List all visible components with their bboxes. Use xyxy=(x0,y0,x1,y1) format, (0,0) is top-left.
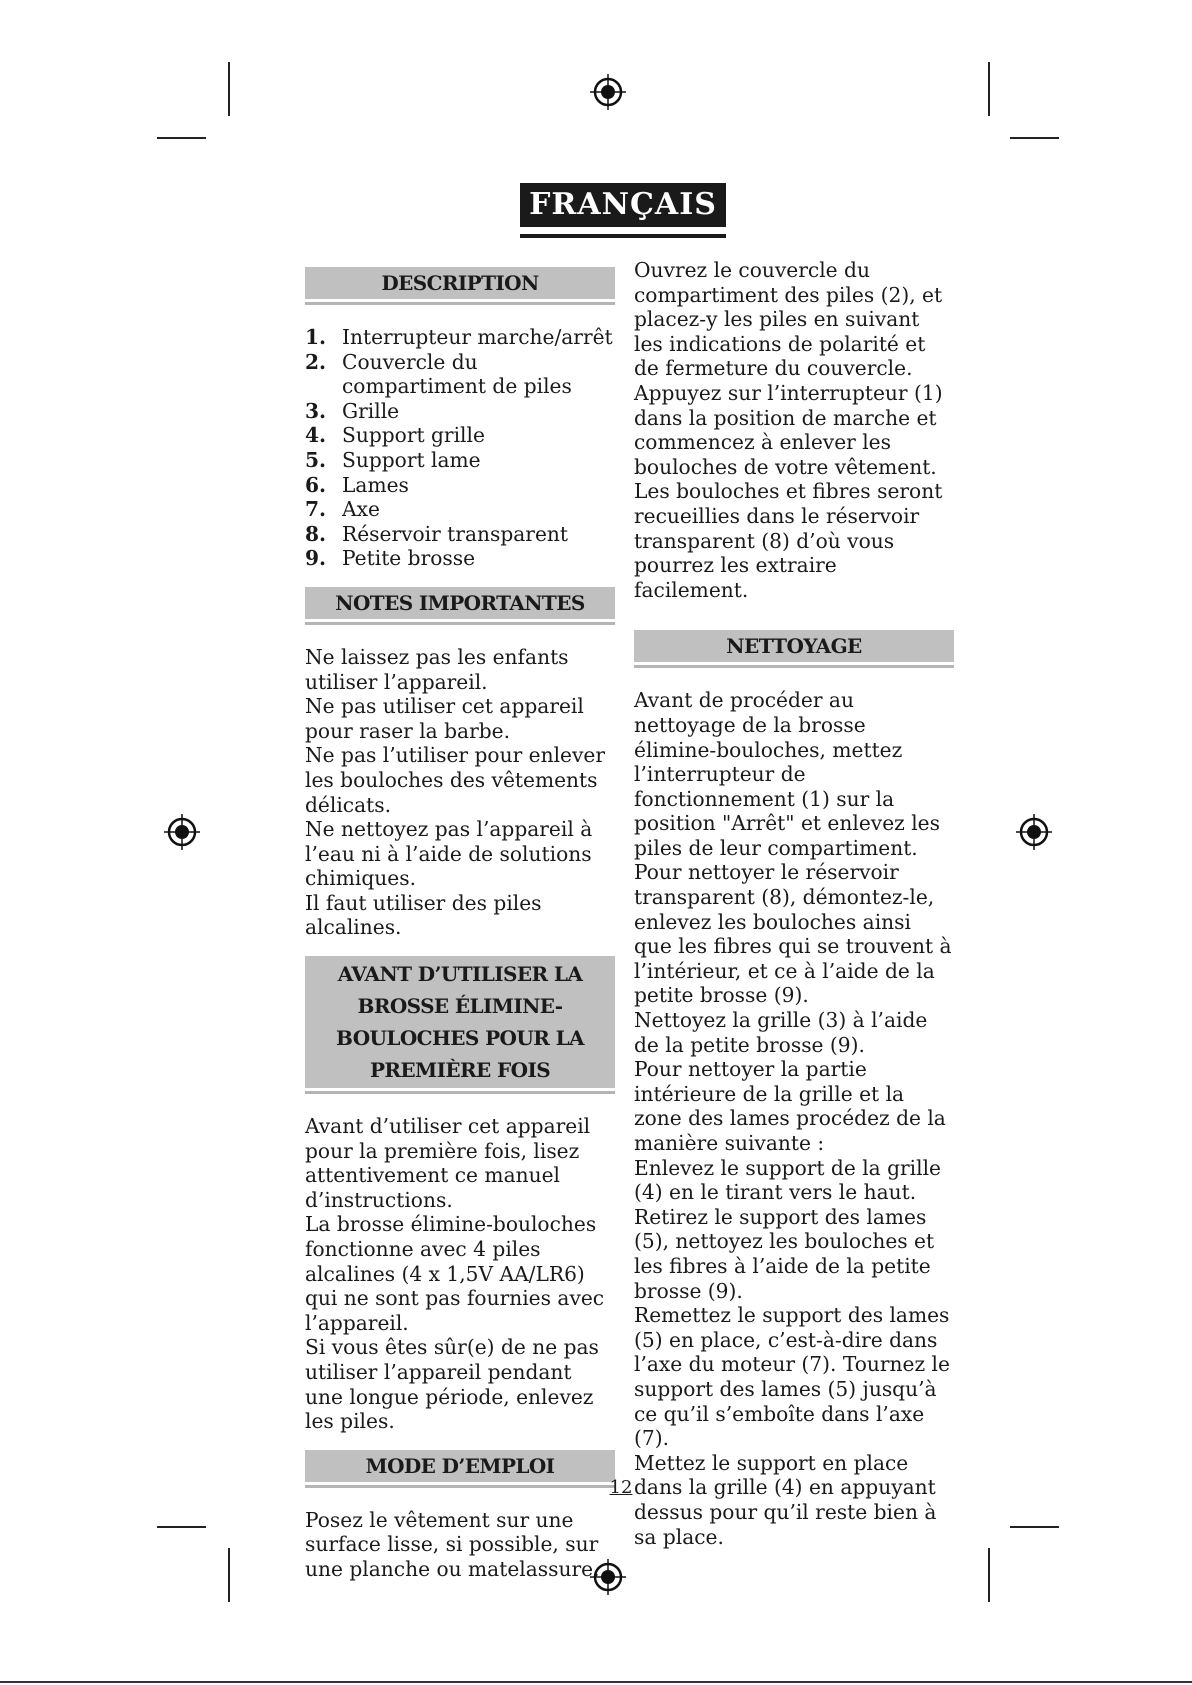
heading-rule xyxy=(305,1091,615,1094)
paragraph: La brosse élimine-bouloches fonctionne avec 4 piles alcalines (4 x 1,5V AA/LR6) qui ne sont pas fournies avec l’appareil. xyxy=(305,1212,605,1335)
right-column xyxy=(634,258,954,1549)
registration-mark-icon xyxy=(162,812,202,852)
crop-mark xyxy=(988,62,990,116)
language-title-underline xyxy=(520,234,726,238)
list-item: 7. Axe xyxy=(305,497,380,522)
list-item: 3. Grille xyxy=(305,398,400,423)
paragraph: Posez le vêtement sur une surface lisse, si possible, sur une planche ou matelassure. xyxy=(305,1507,600,1581)
registration-mark-icon xyxy=(1014,812,1054,852)
page-edge-rule xyxy=(0,1681,1192,1683)
page-number: 12 xyxy=(609,1477,633,1498)
section-heading-first-use: AVANT D’UTILISER LA BROSSE ÉLIMINE-BOULOCHES POUR LA PREMIÈRE FOIS xyxy=(305,956,615,1088)
crop-mark xyxy=(228,1548,230,1602)
paragraph: Avant de procéder au nettoyage de la brosse élimine-bouloches, mettez l’interrupteur de fonctionnement (1) sur la position "Arrêt" et enlevez les piles de leur compartiment. xyxy=(634,688,940,860)
paragraph: Pour nettoyer la partie intérieure de la grille et la zone des lames procédez de la manière suivante : xyxy=(634,1057,946,1155)
paragraph: Ne pas l’utiliser pour enlever les bouloches des vêtements délicats. xyxy=(305,743,605,817)
section-heading-notes: NOTES IMPORTANTES xyxy=(305,587,615,619)
heading-rule xyxy=(305,302,615,305)
paragraph: Enlevez le support de la grille (4) en le tirant vers le haut. xyxy=(634,1155,941,1205)
list-item: 9. Petite brosse xyxy=(305,546,476,571)
paragraph: Ne nettoyez pas l’appareil à l’eau ni à l’aide de solutions chimiques. xyxy=(305,817,593,891)
heading-rule xyxy=(634,665,954,668)
crop-mark xyxy=(228,62,230,116)
list-item: 8. Réservoir transparent xyxy=(305,521,569,546)
section-heading-cleaning: NETTOYAGE xyxy=(634,630,954,662)
paragraph: Si vous êtes sûr(e) de ne pas utiliser l’appareil pendant une longue période, enlevez les piles. xyxy=(305,1335,599,1434)
paragraph: Mettez le support en place dans la grille (4) en appuyant dessus pour qu’il reste bien à sa place. xyxy=(634,1450,937,1549)
paragraph: Ne pas utiliser cet appareil pour raser la barbe. xyxy=(305,694,584,743)
section-heading-description: DESCRIPTION xyxy=(305,267,615,299)
crop-mark xyxy=(1010,1526,1059,1528)
crop-mark xyxy=(157,137,206,139)
crop-mark xyxy=(157,1526,206,1528)
registration-mark-icon xyxy=(588,72,628,112)
heading-rule xyxy=(305,622,615,625)
paragraph: Remettez le support des lames (5) en place, c’est-à-dire dans l’axe du moteur (7). Tournez le support des lames (5) jusqu’à ce qu’il s’emboîte dans l’axe (7). xyxy=(634,1303,950,1451)
paragraph: Ouvrez le couvercle du compartiment des piles (2), et placez-y les piles en suivant les indications de polarité et de fermeture du couvercle. xyxy=(634,258,943,381)
list-item: 6. Lames xyxy=(305,472,409,497)
paragraph: Les bouloches et fibres seront recueillies dans le réservoir transparent (8) d’où vous pourrez les extraire facilement. xyxy=(634,479,943,602)
paragraph: Nettoyez la grille (3) à l’aide de la petite brosse (9). xyxy=(634,1008,928,1057)
list-item: 5. Support lame xyxy=(305,447,481,472)
left-column xyxy=(305,267,615,1582)
paragraph: Avant d’utiliser cet appareil pour la première fois, lisez attentivement ce manuel d’instructions. xyxy=(305,1114,591,1212)
list-item: 4. Support grille xyxy=(305,423,485,448)
section-heading-usage: MODE D’EMPLOI xyxy=(305,1450,615,1482)
crop-mark xyxy=(1010,137,1059,139)
paragraph: Pour nettoyer le réservoir transparent (8), démontez-le, enlevez les bouloches ainsi que les fibres qui se trouvent à l’intérieur, et ce à l’aide de la petite brosse (9). xyxy=(634,860,952,1008)
heading-rule xyxy=(305,1485,615,1488)
paragraph: Ne laissez pas les enfants utiliser l’appareil. xyxy=(305,644,569,694)
list-item: 2. Couvercle du compartiment de piles xyxy=(305,349,572,399)
list-item: 1. Interrupteur marche/arrêt xyxy=(305,325,613,349)
language-title: FRANÇAIS xyxy=(520,183,726,227)
paragraph: Retirez le support des lames (5), nettoyez les bouloches et les fibres à l’aide de la petite brosse (9). xyxy=(634,1204,935,1303)
paragraph: Appuyez sur l’interrupteur (1) dans la position de marche et commencez à enlever les bouloches de votre vêtement. xyxy=(634,380,943,479)
crop-mark xyxy=(988,1548,990,1602)
paragraph: Il faut utiliser des piles alcalines. xyxy=(305,890,542,940)
parts-list xyxy=(305,325,615,571)
